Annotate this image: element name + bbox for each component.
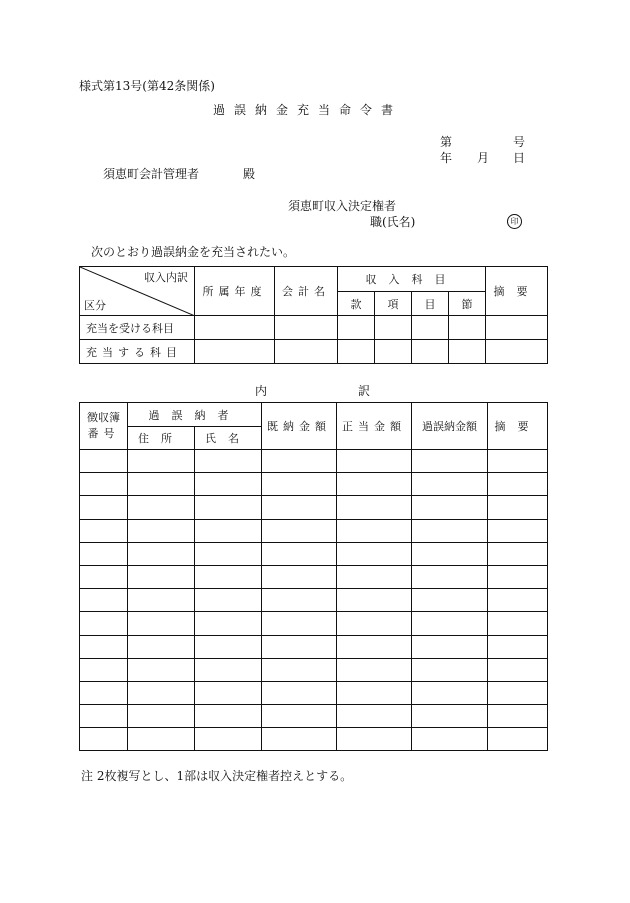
issuing-authority: 須恵町収入決定権者 bbox=[288, 199, 397, 213]
blank-cell[interactable] bbox=[412, 542, 488, 565]
blank-cell[interactable] bbox=[412, 705, 488, 728]
blank-cell[interactable] bbox=[488, 473, 548, 496]
blank-cell[interactable] bbox=[195, 589, 262, 612]
detail-row bbox=[80, 589, 548, 612]
blank-cell[interactable] bbox=[128, 728, 195, 751]
kan-header: 款 bbox=[338, 292, 375, 316]
blank-cell[interactable] bbox=[337, 612, 412, 635]
blank-cell[interactable] bbox=[262, 589, 337, 612]
detail-table bbox=[79, 402, 548, 751]
blank-cell[interactable] bbox=[195, 612, 262, 635]
ledger-number-header bbox=[80, 403, 128, 450]
receiving-item-row-label: 充当を受ける科目 bbox=[80, 316, 195, 340]
blank-cell[interactable] bbox=[128, 450, 195, 473]
blank-cell[interactable] bbox=[128, 589, 195, 612]
detail-table-body bbox=[80, 450, 548, 751]
blank-cell[interactable] bbox=[80, 728, 128, 751]
blank-cell[interactable] bbox=[128, 496, 195, 519]
blank-cell[interactable] bbox=[412, 589, 488, 612]
blank-cell[interactable] bbox=[195, 565, 262, 588]
blank-cell[interactable] bbox=[128, 519, 195, 542]
blank-cell[interactable] bbox=[128, 658, 195, 681]
date-day-label: 日 bbox=[513, 151, 526, 165]
doc-number-suffix: 号 bbox=[513, 135, 526, 149]
blank-cell[interactable] bbox=[337, 496, 412, 519]
blank-cell[interactable] bbox=[128, 635, 195, 658]
overpaid-amount-header: 過誤納金額 bbox=[412, 403, 488, 450]
seal-mark: 印 bbox=[507, 214, 522, 229]
blank-cell[interactable] bbox=[412, 316, 449, 340]
blank-cell[interactable] bbox=[195, 658, 262, 681]
blank-cell[interactable] bbox=[80, 635, 128, 658]
detail-row bbox=[80, 565, 548, 588]
blank-cell[interactable] bbox=[412, 635, 488, 658]
blank-cell[interactable] bbox=[262, 565, 337, 588]
blank-cell[interactable] bbox=[195, 728, 262, 751]
overpayer-header: 過誤納者 bbox=[128, 403, 262, 427]
blank-cell[interactable] bbox=[128, 612, 195, 635]
blank-cell[interactable] bbox=[80, 681, 128, 704]
blank-cell[interactable] bbox=[337, 635, 412, 658]
blank-cell[interactable] bbox=[80, 450, 128, 473]
blank-cell[interactable] bbox=[412, 340, 449, 364]
blank-cell[interactable] bbox=[412, 473, 488, 496]
detail-remarks-header: 摘要 bbox=[488, 403, 548, 450]
blank-cell[interactable] bbox=[338, 316, 375, 340]
blank-cell[interactable] bbox=[80, 705, 128, 728]
correct-amount-header: 正当金額 bbox=[337, 403, 412, 450]
diagonal-header-cell bbox=[80, 267, 195, 316]
blank-cell[interactable] bbox=[412, 612, 488, 635]
ledger-number-line1: 徴収簿 bbox=[87, 411, 120, 424]
blank-cell[interactable] bbox=[337, 519, 412, 542]
blank-cell[interactable] bbox=[195, 705, 262, 728]
detail-row bbox=[80, 658, 548, 681]
detail-row bbox=[80, 681, 548, 704]
blank-cell[interactable] bbox=[488, 635, 548, 658]
blank-cell[interactable] bbox=[337, 705, 412, 728]
blank-cell[interactable] bbox=[412, 565, 488, 588]
blank-cell[interactable] bbox=[80, 589, 128, 612]
blank-cell[interactable] bbox=[337, 565, 412, 588]
blank-cell[interactable] bbox=[337, 658, 412, 681]
date-year-label: 年 bbox=[440, 151, 453, 165]
applying-item-row-label: 充当する科目 bbox=[80, 340, 195, 364]
blank-cell[interactable] bbox=[486, 316, 548, 340]
kou-header: 項 bbox=[375, 292, 412, 316]
blank-cell[interactable] bbox=[195, 450, 262, 473]
blank-cell[interactable] bbox=[262, 658, 337, 681]
blank-cell[interactable] bbox=[337, 450, 412, 473]
blank-cell[interactable] bbox=[80, 496, 128, 519]
blank-cell[interactable] bbox=[195, 681, 262, 704]
date-month-label: 月 bbox=[477, 151, 490, 165]
blank-cell[interactable] bbox=[195, 635, 262, 658]
blank-cell[interactable] bbox=[488, 565, 548, 588]
blank-cell[interactable] bbox=[488, 705, 548, 728]
blank-cell[interactable] bbox=[338, 340, 375, 364]
honorific: 殿 bbox=[243, 167, 256, 181]
blank-cell[interactable] bbox=[488, 519, 548, 542]
name-header: 氏名 bbox=[195, 427, 262, 450]
blank-cell[interactable] bbox=[412, 681, 488, 704]
detail-row bbox=[80, 473, 548, 496]
blank-cell[interactable] bbox=[337, 728, 412, 751]
blank-cell[interactable] bbox=[337, 473, 412, 496]
blank-cell[interactable] bbox=[375, 316, 412, 340]
detail-row bbox=[80, 728, 548, 751]
blank-cell[interactable] bbox=[337, 589, 412, 612]
fiscal-year-header: 所属年度 bbox=[195, 267, 275, 316]
blank-cell[interactable] bbox=[449, 340, 486, 364]
moku-header: 目 bbox=[412, 292, 449, 316]
blank-cell[interactable] bbox=[262, 635, 337, 658]
blank-cell[interactable] bbox=[195, 473, 262, 496]
blank-cell[interactable] bbox=[195, 519, 262, 542]
blank-cell[interactable] bbox=[262, 542, 337, 565]
blank-cell[interactable] bbox=[488, 589, 548, 612]
blank-cell[interactable] bbox=[412, 496, 488, 519]
detail-row bbox=[80, 612, 548, 635]
category-label: 区分 bbox=[84, 299, 106, 312]
detail-row bbox=[80, 542, 548, 565]
detail-row bbox=[80, 635, 548, 658]
blank-cell[interactable] bbox=[262, 519, 337, 542]
blank-cell[interactable] bbox=[412, 450, 488, 473]
setsu-header: 節 bbox=[449, 292, 486, 316]
blank-cell[interactable] bbox=[80, 542, 128, 565]
blank-cell[interactable] bbox=[488, 450, 548, 473]
detail-row bbox=[80, 705, 548, 728]
blank-cell[interactable] bbox=[262, 728, 337, 751]
already-paid-header: 既納金額 bbox=[262, 403, 337, 450]
blank-cell[interactable] bbox=[488, 728, 548, 751]
document-title: 過誤納金充当命令書 bbox=[213, 103, 403, 117]
blank-cell[interactable] bbox=[195, 340, 275, 364]
blank-cell[interactable] bbox=[128, 565, 195, 588]
addressee: 須恵町会計管理者 bbox=[103, 167, 200, 181]
blank-cell[interactable] bbox=[80, 473, 128, 496]
detail-row bbox=[80, 496, 548, 519]
blank-cell[interactable] bbox=[262, 496, 337, 519]
allocation-table bbox=[79, 266, 548, 364]
blank-cell[interactable] bbox=[412, 728, 488, 751]
blank-cell[interactable] bbox=[80, 612, 128, 635]
detail-row bbox=[80, 519, 548, 542]
blank-cell[interactable] bbox=[262, 705, 337, 728]
address-header: 住所 bbox=[128, 427, 195, 450]
detail-heading-right: 訳 bbox=[358, 384, 371, 398]
blank-cell[interactable] bbox=[275, 316, 338, 340]
blank-cell[interactable] bbox=[337, 681, 412, 704]
blank-cell[interactable] bbox=[449, 316, 486, 340]
instruction-text: 次のとおり過誤納金を充当されたい。 bbox=[91, 245, 296, 259]
blank-cell[interactable] bbox=[128, 542, 195, 565]
blank-cell[interactable] bbox=[195, 542, 262, 565]
blank-cell[interactable] bbox=[195, 316, 275, 340]
detail-row bbox=[80, 450, 548, 473]
position-name-label: 職(氏名) bbox=[370, 215, 416, 229]
form-number: 様式第13号(第42条関係) bbox=[79, 79, 215, 93]
blank-cell[interactable] bbox=[412, 519, 488, 542]
blank-cell[interactable] bbox=[80, 565, 128, 588]
revenue-breakdown-label: 収入内訳 bbox=[144, 271, 188, 284]
blank-cell[interactable] bbox=[412, 658, 488, 681]
blank-cell[interactable] bbox=[488, 612, 548, 635]
blank-cell[interactable] bbox=[375, 340, 412, 364]
blank-cell[interactable] bbox=[488, 496, 548, 519]
blank-cell[interactable] bbox=[488, 542, 548, 565]
footnote: 注 2枚複写とし、1部は収入決定権者控えとする。 bbox=[81, 769, 353, 783]
blank-cell[interactable] bbox=[262, 681, 337, 704]
blank-cell[interactable] bbox=[262, 473, 337, 496]
blank-cell[interactable] bbox=[262, 612, 337, 635]
blank-cell[interactable] bbox=[275, 340, 338, 364]
account-name-header: 会計名 bbox=[275, 267, 338, 316]
blank-cell[interactable] bbox=[80, 519, 128, 542]
remarks-header: 摘要 bbox=[486, 267, 548, 316]
blank-cell[interactable] bbox=[337, 542, 412, 565]
blank-cell[interactable] bbox=[262, 450, 337, 473]
doc-number-prefix: 第 bbox=[440, 135, 453, 149]
blank-cell[interactable] bbox=[195, 496, 262, 519]
blank-cell[interactable] bbox=[488, 658, 548, 681]
blank-cell[interactable] bbox=[486, 340, 548, 364]
blank-cell[interactable] bbox=[128, 705, 195, 728]
blank-cell[interactable] bbox=[80, 658, 128, 681]
blank-cell[interactable] bbox=[488, 681, 548, 704]
detail-heading-left: 内 bbox=[255, 384, 268, 398]
revenue-item-header: 収入科目 bbox=[338, 267, 486, 292]
ledger-number-line2: 番号 bbox=[87, 427, 120, 440]
blank-cell[interactable] bbox=[128, 681, 195, 704]
blank-cell[interactable] bbox=[128, 473, 195, 496]
